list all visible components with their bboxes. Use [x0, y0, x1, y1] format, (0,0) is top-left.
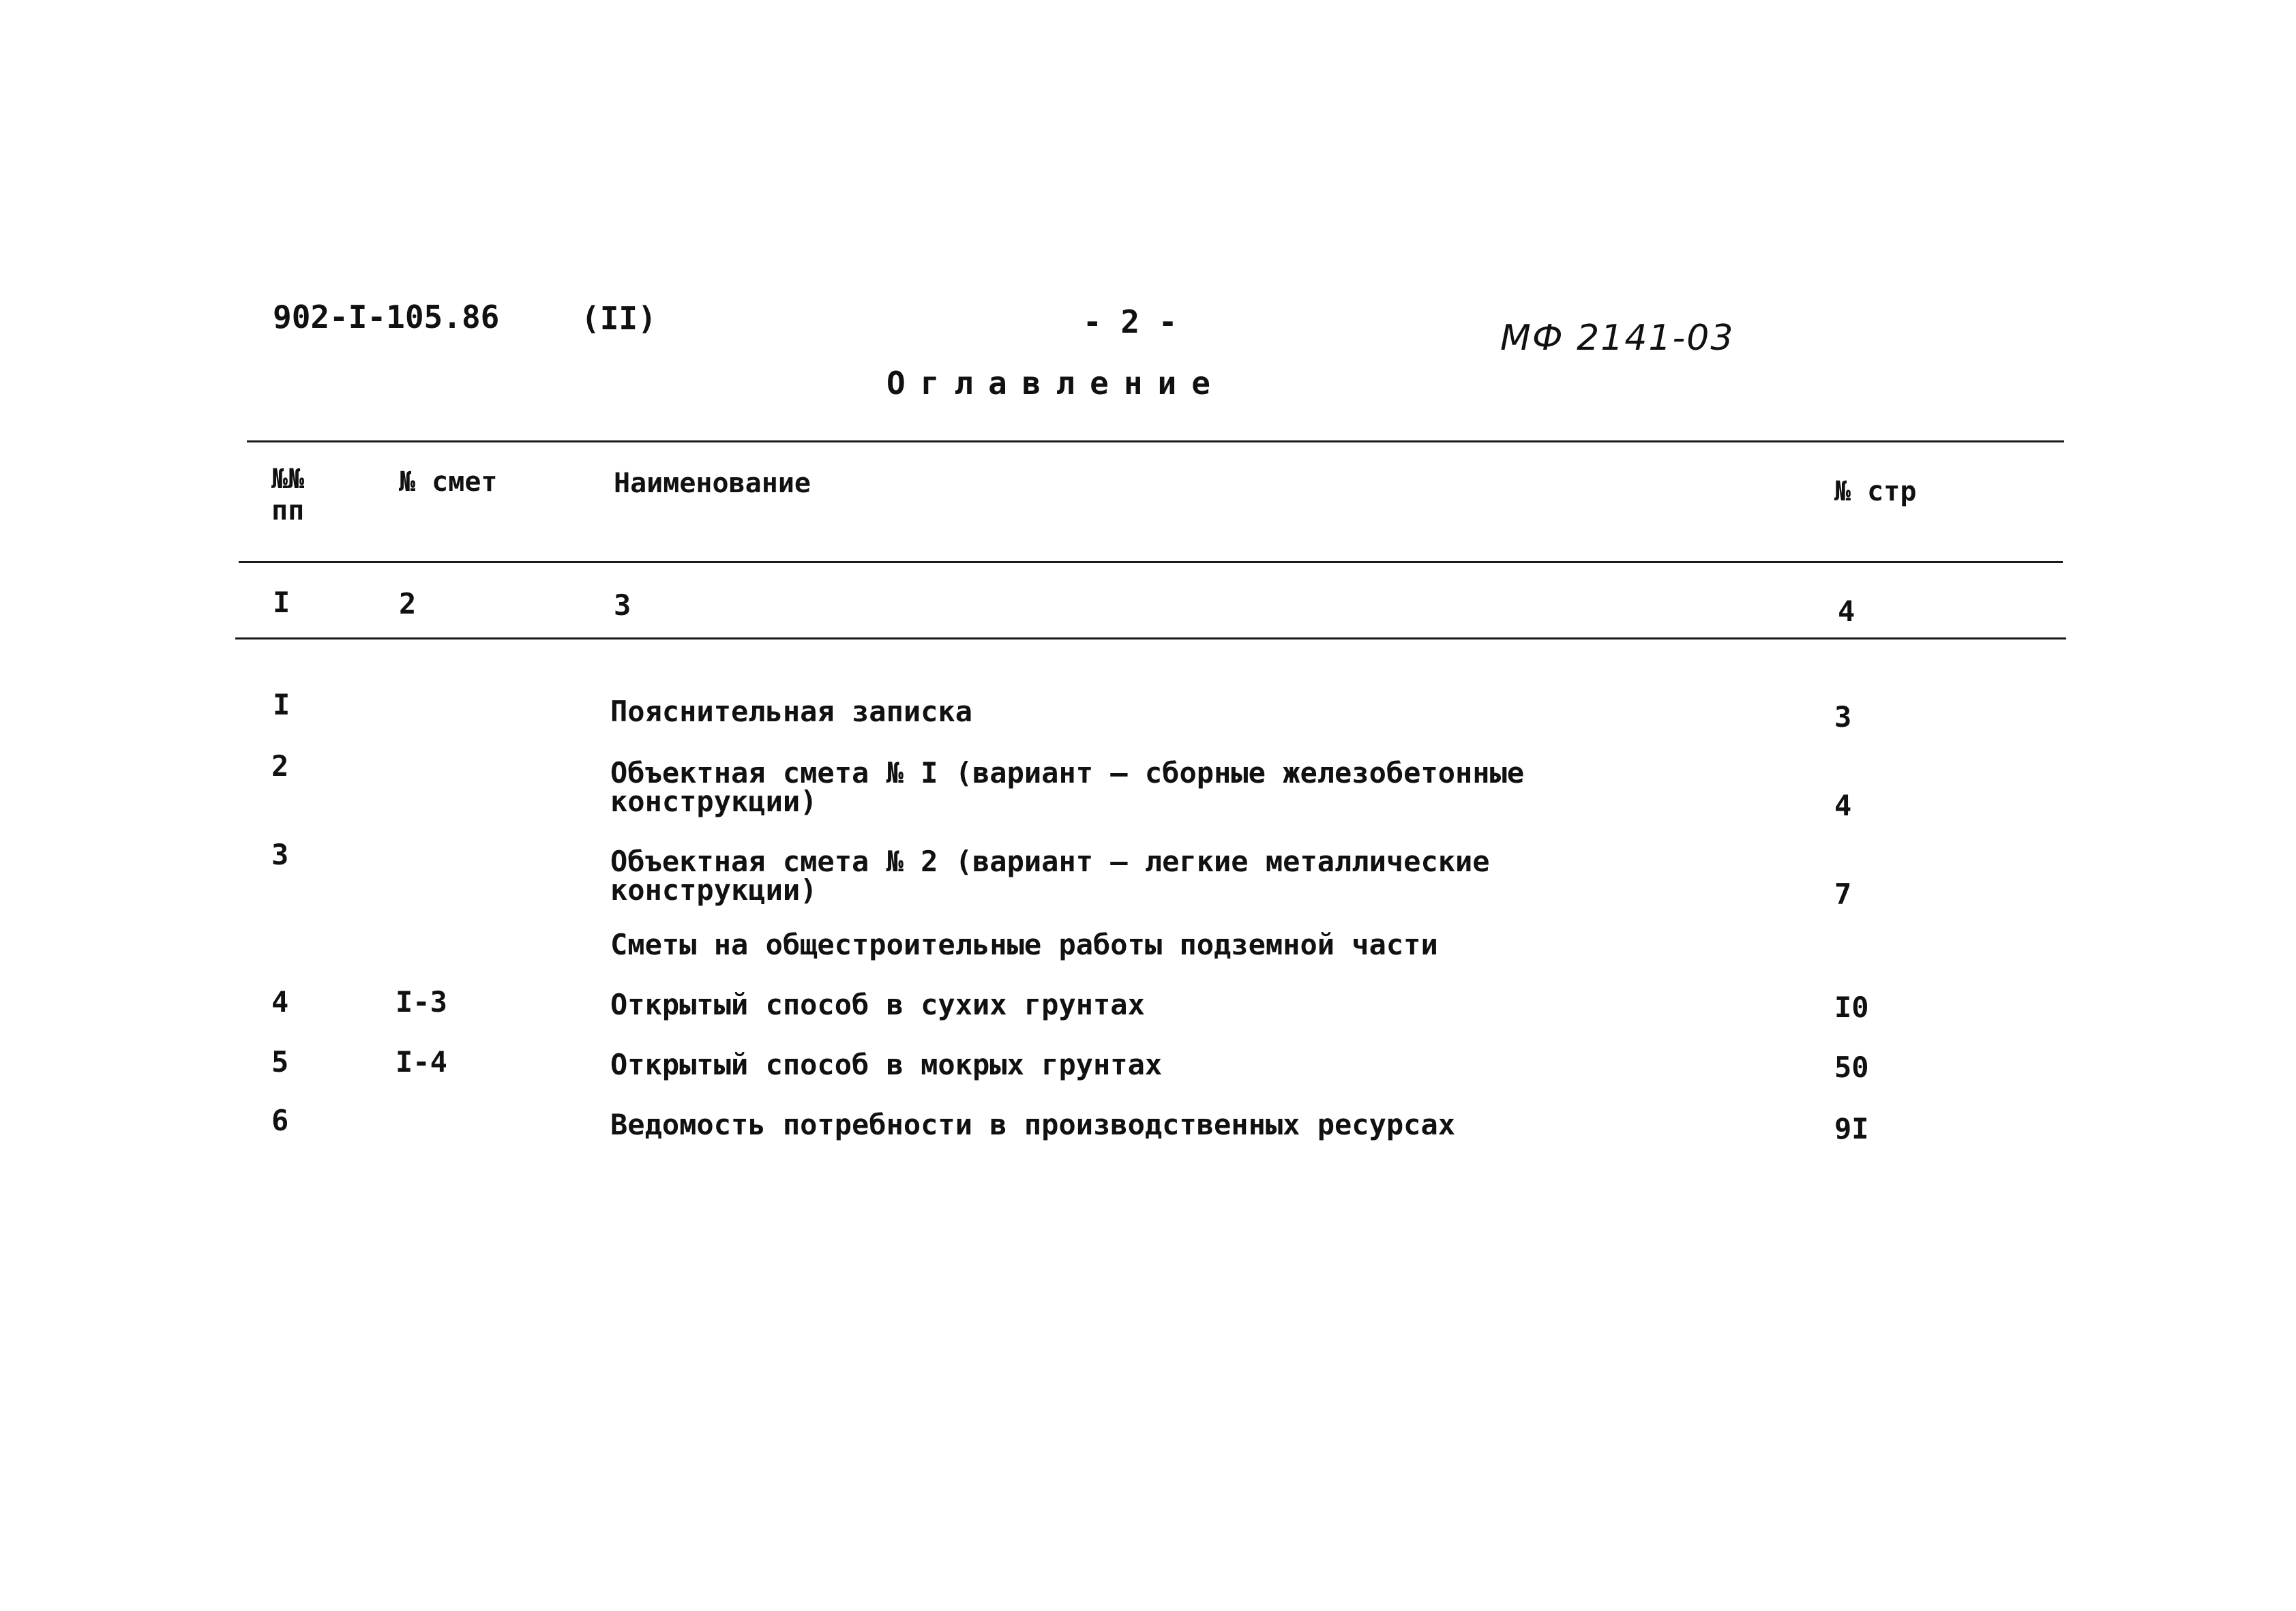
volume-number: (II) [581, 300, 657, 337]
table-row-4-num: 4 [271, 985, 289, 1019]
table-row-4-estimate: I-3 [396, 985, 447, 1019]
column-header-name: Наименование [614, 468, 811, 499]
page-number: - 2 - [1083, 303, 1178, 340]
table-row-4-page: I0 [1834, 991, 1869, 1024]
table-row-5-num: 5 [271, 1045, 289, 1079]
table-row-5-name: Открытый способ в мокрых грунтах [610, 1048, 1163, 1081]
table-row-section-name: Сметы на общестроительные работы подземной части [610, 928, 1438, 961]
column-header-num: №№ пп [271, 464, 305, 526]
table-row-6-num: 6 [271, 1104, 289, 1137]
table-row-3-page: 7 [1834, 877, 1852, 911]
column-header-estimate: № смет [399, 466, 498, 498]
table-row-2-name: Объектная смета № I (вариант – сборные железобетонные конструкции) [610, 756, 1525, 818]
table-row-1-num: I [273, 688, 290, 721]
header-bottom-rule [239, 561, 2063, 563]
table-row-5-estimate: I-4 [396, 1045, 447, 1079]
table-row-3-name: Объектная смета № 2 (вариант – легкие металлические конструкции) [610, 845, 1490, 907]
handwritten-stamp-code: МФ 2141-03 [1500, 318, 1735, 359]
table-top-rule [247, 440, 2064, 442]
column-number-3: 3 [614, 588, 631, 622]
table-row-3-num: 3 [271, 838, 289, 871]
column-number-1: I [273, 586, 290, 619]
table-row-6-page: 9I [1834, 1112, 1869, 1145]
page-title: Оглавление [886, 365, 1225, 402]
table-row-1-page: 3 [1834, 700, 1852, 734]
column-number-4: 4 [1838, 594, 1855, 628]
document-code: 902-I-105.86 [273, 299, 500, 335]
table-row-1-name: Пояснительная записка [610, 695, 973, 728]
column-header-page: № стр [1834, 476, 1917, 507]
column-number-2: 2 [399, 587, 417, 620]
table-row-4-name: Открытый способ в сухих грунтах [610, 988, 1145, 1021]
column-numbers-rule [235, 637, 2066, 639]
table-row-2-page: 4 [1834, 789, 1852, 822]
table-row-5-page: 50 [1834, 1051, 1869, 1084]
table-row-2-num: 2 [271, 749, 289, 783]
table-row-6-name: Ведомость потребности в производственных ресурсах [610, 1108, 1456, 1141]
